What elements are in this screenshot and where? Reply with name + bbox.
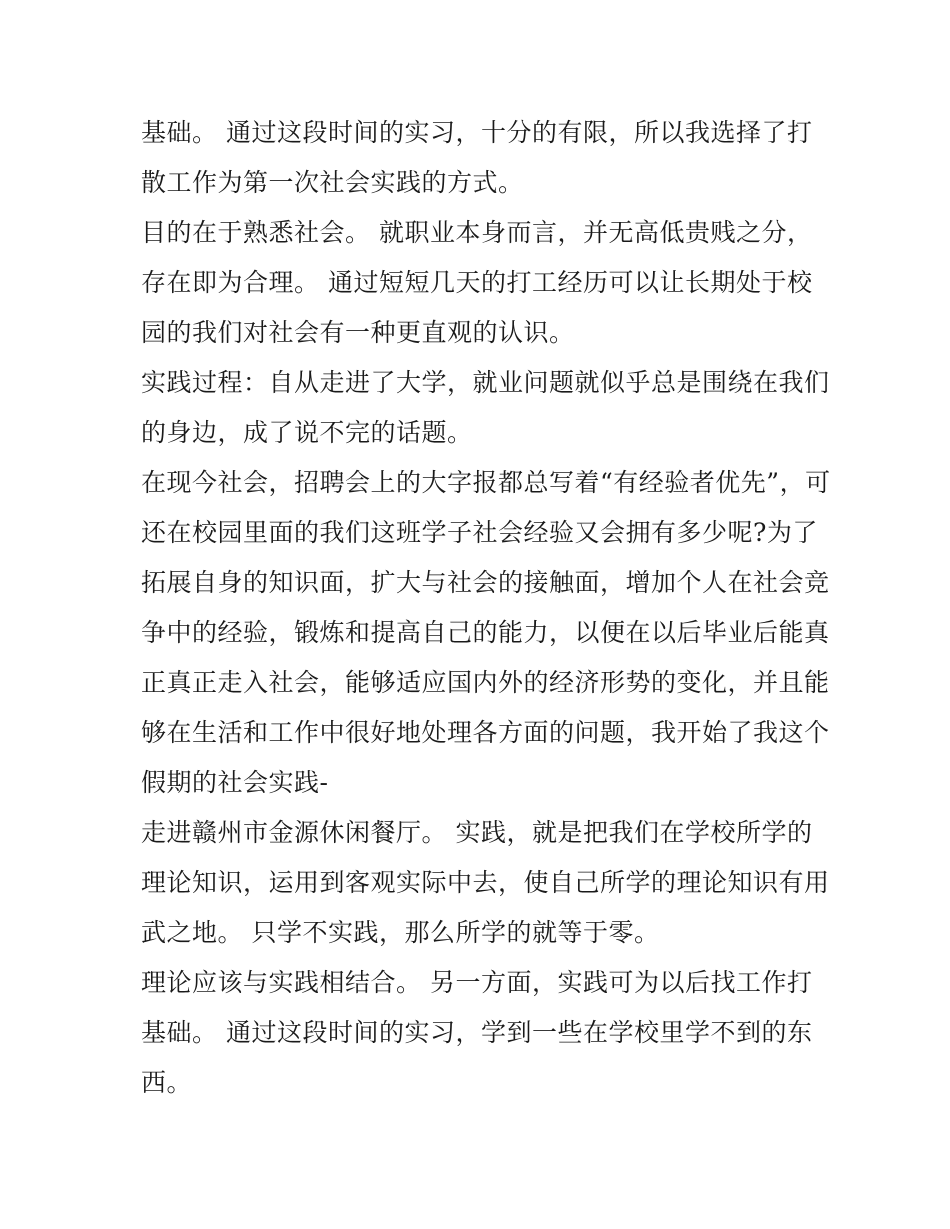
text-line: 走进赣州市金源休闲餐厅。 实践，就是把我们在学校所学的 <box>141 818 813 847</box>
text-line: 够在生活和工作中很好地处理各方面的问题，我开始了我这个 <box>141 718 830 747</box>
text-line: 争中的经验，锻炼和提高自己的能力，以便在以后毕业后能真 <box>141 618 830 647</box>
text-line: 西。 <box>141 1068 193 1097</box>
text-line: 武之地。 只学不实践，那么所学的就等于零。 <box>141 918 660 947</box>
text-line: 目的在于熟悉社会。 就职业本身而言，并无高低贵贱之分， <box>141 218 813 247</box>
text-line: 的身边，成了说不完的话题。 <box>141 418 473 447</box>
text-line: 还在校园里面的我们这班学子社会经验又会拥有多少呢?为了 <box>141 518 818 547</box>
text-line: 假期的社会实践- <box>141 768 329 797</box>
text-line: 存在即为合理。 通过短短几天的打工经历可以让长期处于校 <box>141 268 813 297</box>
text-line: 基础。 通过这段时间的实习，学到一些在学校里学不到的东 <box>141 1018 813 1047</box>
text-line: 正真正走入社会，能够适应国内外的经济形势的变化，并且能 <box>141 668 830 697</box>
text-line: 拓展自身的知识面，扩大与社会的接触面，增加个人在社会竞 <box>141 568 830 597</box>
text-line: 理论知识，运用到客观实际中去，使自己所学的理论知识有用 <box>141 868 830 897</box>
body-text <box>141 108 831 1108</box>
text-line: 实践过程：自从走进了大学，就业问题就似乎总是围绕在我们 <box>141 368 830 397</box>
text-line: 在现今社会，招聘会上的大字报都总写着“有经验者优先”，可 <box>141 468 831 497</box>
text-line: 园的我们对社会有一种更直观的认识。 <box>141 318 575 347</box>
text-line: 基础。 通过这段时间的实习，十分的有限，所以我选择了打 <box>141 118 813 147</box>
text-line: 散工作为第一次社会实践的方式。 <box>141 168 524 197</box>
text-line: 理论应该与实践相结合。 另一方面，实践可为以后找工作打 <box>141 968 813 997</box>
